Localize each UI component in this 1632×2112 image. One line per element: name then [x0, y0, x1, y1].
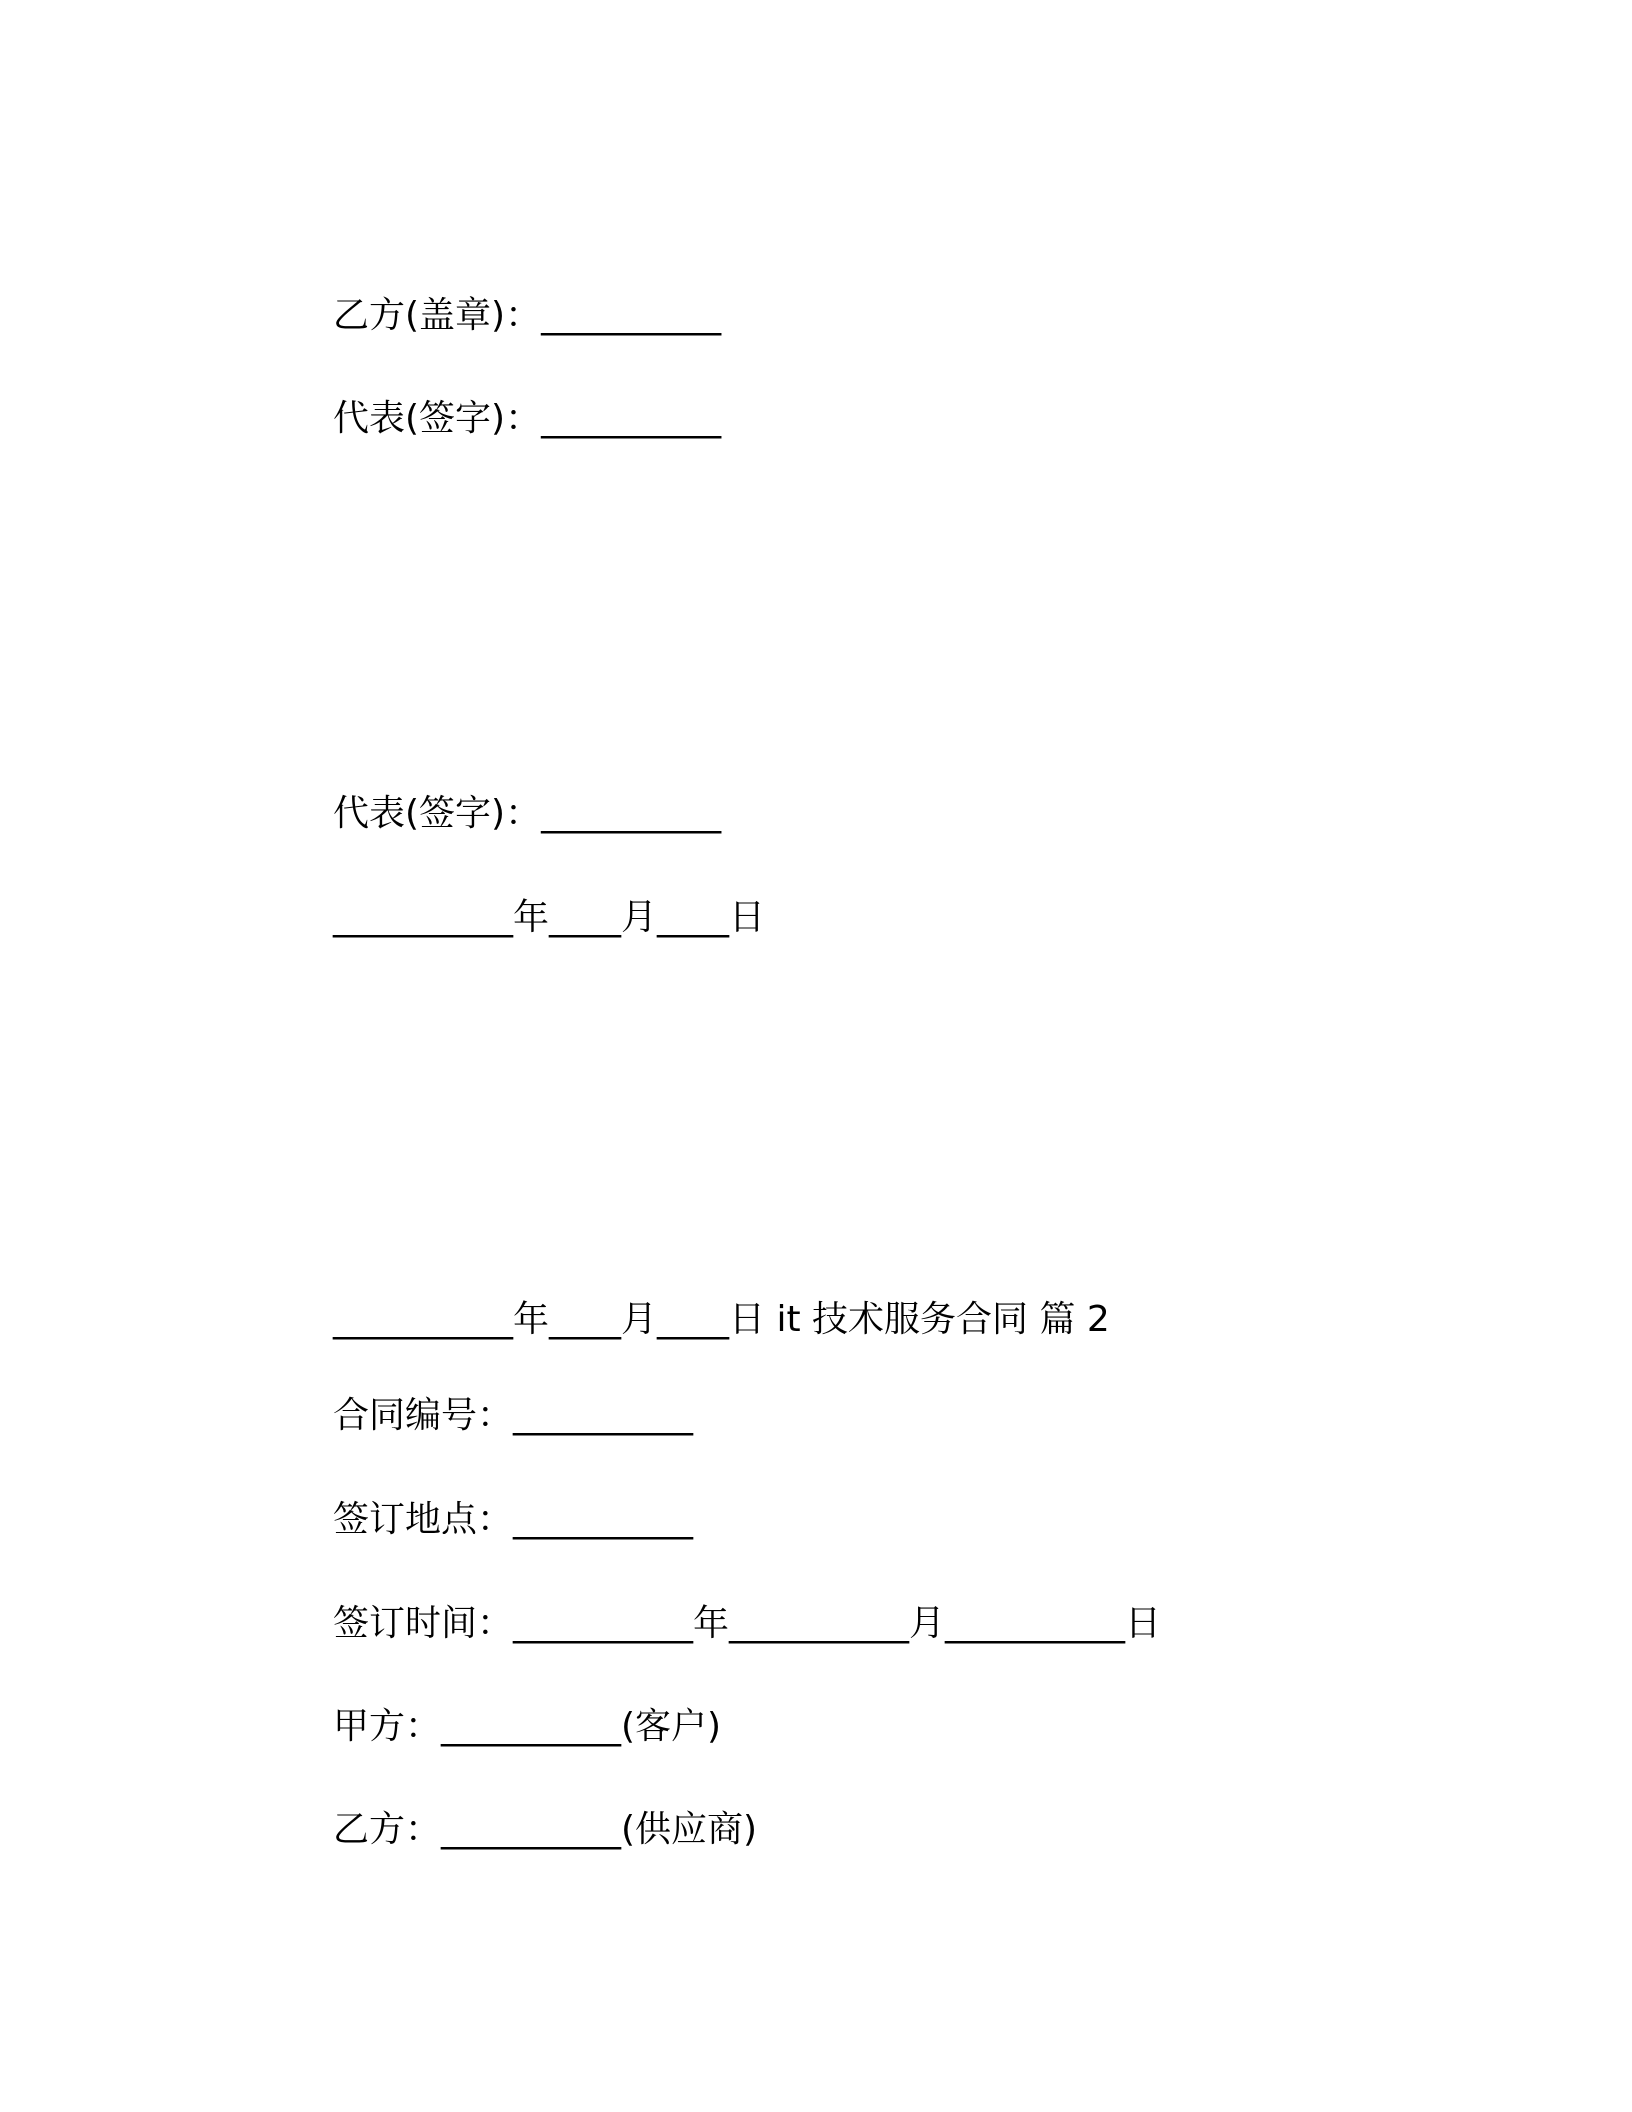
signing-location-line: 签订地点：__________ — [333, 1499, 694, 1540]
signing-time-line: 签订时间：__________年__________月__________日 — [333, 1603, 1162, 1644]
party-b-line: 乙方：__________(供应商) — [333, 1809, 758, 1850]
date-line: __________年____月____日 — [333, 897, 765, 938]
contract-number-line: 合同编号：__________ — [333, 1395, 694, 1436]
representative-signature-line-2: 代表(签字)：__________ — [333, 793, 722, 834]
section-title-line: __________年____月____日 it 技术服务合同 篇 2 — [333, 1299, 1110, 1340]
party-a-line: 甲方：__________(客户) — [333, 1706, 722, 1747]
representative-signature-line: 代表(签字)：__________ — [333, 398, 722, 439]
party-b-seal-line: 乙方(盖章)：__________ — [333, 295, 722, 336]
